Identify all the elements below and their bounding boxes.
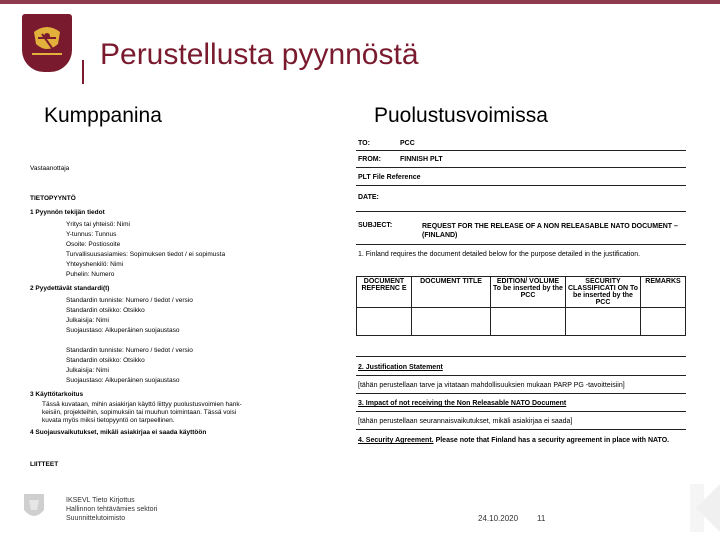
to-value: PCC — [400, 140, 415, 147]
form-line: keisiin, projekteihin, sopimuksiin tai muuhun toimintaan. Tässä voisi — [42, 409, 237, 416]
table-cell[interactable] — [641, 308, 686, 336]
form-line: Standardin tunniste: Numero / tiedot / versio — [66, 347, 193, 354]
section-3-text: [tähän perustellaan seurannaisvaikutukset, mikäli asiakirjaa ei saada] — [358, 418, 573, 425]
footer-org-line: IKSEVL Tieto Kirjottus — [66, 497, 135, 504]
section-2-heading: 2. Justification Statement — [358, 364, 443, 371]
table-header: SECURITY CLASSIFICATI ON To be inserted by the PCC — [566, 277, 641, 308]
table-header: DOCUMENT TITLE — [412, 277, 491, 308]
form-section-heading: 1 Pyynnön tekijän tiedot — [30, 209, 105, 216]
from-label: FROM: — [358, 156, 381, 163]
form-section-heading: 4 Suojausvaikutukset, mikäli asiakirjaa ei saada käyttöön — [30, 429, 207, 436]
form-line: Y-tunnus: Tunnus — [66, 231, 117, 238]
form-line: Yritys tai yhteisö: Nimi — [66, 221, 130, 228]
doc-rule — [356, 429, 686, 430]
plt-file-reference: PLT File Reference — [358, 174, 421, 181]
coat-of-arms-logo — [22, 14, 72, 72]
form-heading: LIITTEET — [30, 461, 59, 468]
right-column-heading: Puolustusvoimissa — [374, 104, 548, 127]
doc-rule — [356, 150, 686, 151]
form-line: Tässä kuvataan, mihin asiakirjan käyttö liittyy puolustusvoimien hank- — [42, 401, 242, 408]
form-line: kuvata myös miksi tietopyyntö on tarpeellinen. — [42, 417, 175, 424]
doc-rule — [356, 211, 686, 212]
subject-value: REQUEST FOR THE RELEASE OF A NON RELEASABLE NATO DOCUMENT – (FINLAND) — [422, 223, 678, 239]
form-line: Vastaanottaja — [30, 165, 70, 172]
doc-rule — [356, 185, 686, 186]
footer-organization — [66, 496, 157, 523]
table-cell[interactable] — [412, 308, 491, 336]
doc-rule — [356, 411, 686, 412]
title-divider — [82, 60, 84, 84]
form-line: Suojaustaso: Alkuperäinen suojaustaso — [66, 327, 180, 334]
table-header: EDITION/ VOLUME To be inserted by the PCC — [491, 277, 566, 308]
form-line: Osoite: Postiosoite — [66, 241, 121, 248]
section-2-text: [tähän perustellaan tarve ja vitataan mahdollisuuksien mukaan PARP PG -tavoitteisiin] — [358, 382, 625, 389]
doc-rule — [356, 244, 686, 245]
table-cell[interactable] — [357, 308, 412, 336]
doc-rule — [356, 356, 686, 357]
table-header: REMARKS — [641, 277, 686, 308]
doc-rule — [356, 393, 686, 394]
table-cell[interactable] — [566, 308, 641, 336]
date-label: DATE: — [358, 194, 379, 201]
form-heading: TIETOPYYNTÖ — [30, 195, 76, 202]
form-line: Yhteyshenkilö: Nimi — [66, 261, 124, 268]
form-line: Standardin tunniste: Numero / tiedot / versio — [66, 297, 193, 304]
form-line: Puhelin: Numero — [66, 271, 115, 278]
section-3-heading: 3. Impact of not receiving the Non Releasable NATO Document — [358, 400, 567, 407]
footer-org-line: Hallinnon tehtävämies sektori — [66, 506, 158, 513]
form-line: Standardin otsikko: Otsikko — [66, 357, 145, 364]
top-accent-band — [0, 0, 720, 4]
slide-title: Perustellusta pyynnöstä — [100, 38, 419, 71]
table-header: DOCUMENT REFERENC E — [357, 277, 412, 308]
form-line: Julkaisija: Nimi — [66, 317, 109, 324]
footer-lion-logo — [20, 490, 48, 524]
to-label: TO: — [358, 140, 370, 147]
subject-label: SUBJECT: — [358, 222, 393, 229]
footer-org-line: Suunnittelutoimisto — [66, 515, 126, 522]
para-1: 1. Finland requires the document detailed below for the purpose detailed in the justification. — [358, 251, 641, 258]
document-request-table — [356, 276, 686, 336]
footer-date: 24.10.2020 — [478, 514, 519, 523]
section-4 — [358, 436, 684, 445]
section-4-text: Please note that Finland has a security agreement in place with NATO. — [435, 437, 670, 444]
doc-rule — [356, 375, 686, 376]
next-slide-arrow-icon[interactable] — [696, 484, 720, 532]
doc-rule — [356, 167, 686, 168]
left-column-heading: Kumppanina — [44, 104, 162, 127]
from-value: FINNISH PLT — [400, 156, 443, 163]
form-line: Standardin otsikko: Otsikko — [66, 307, 145, 314]
form-section-heading: 3 Käyttötarkoitus — [30, 391, 84, 398]
page-number: 11 — [537, 514, 546, 523]
section-4-heading: 4. Security Agreement. — [358, 437, 434, 444]
form-section-heading: 2 Pyydettävät standardi(t) — [30, 285, 110, 292]
form-line: Turvallisuusasiamies: Sopimuksen tiedot / ei sopimusta — [66, 251, 226, 258]
form-line: Julkaisija: Nimi — [66, 367, 109, 374]
table-cell[interactable] — [491, 308, 566, 336]
form-line: Suojaustaso: Alkuperäinen suojaustaso — [66, 377, 180, 384]
